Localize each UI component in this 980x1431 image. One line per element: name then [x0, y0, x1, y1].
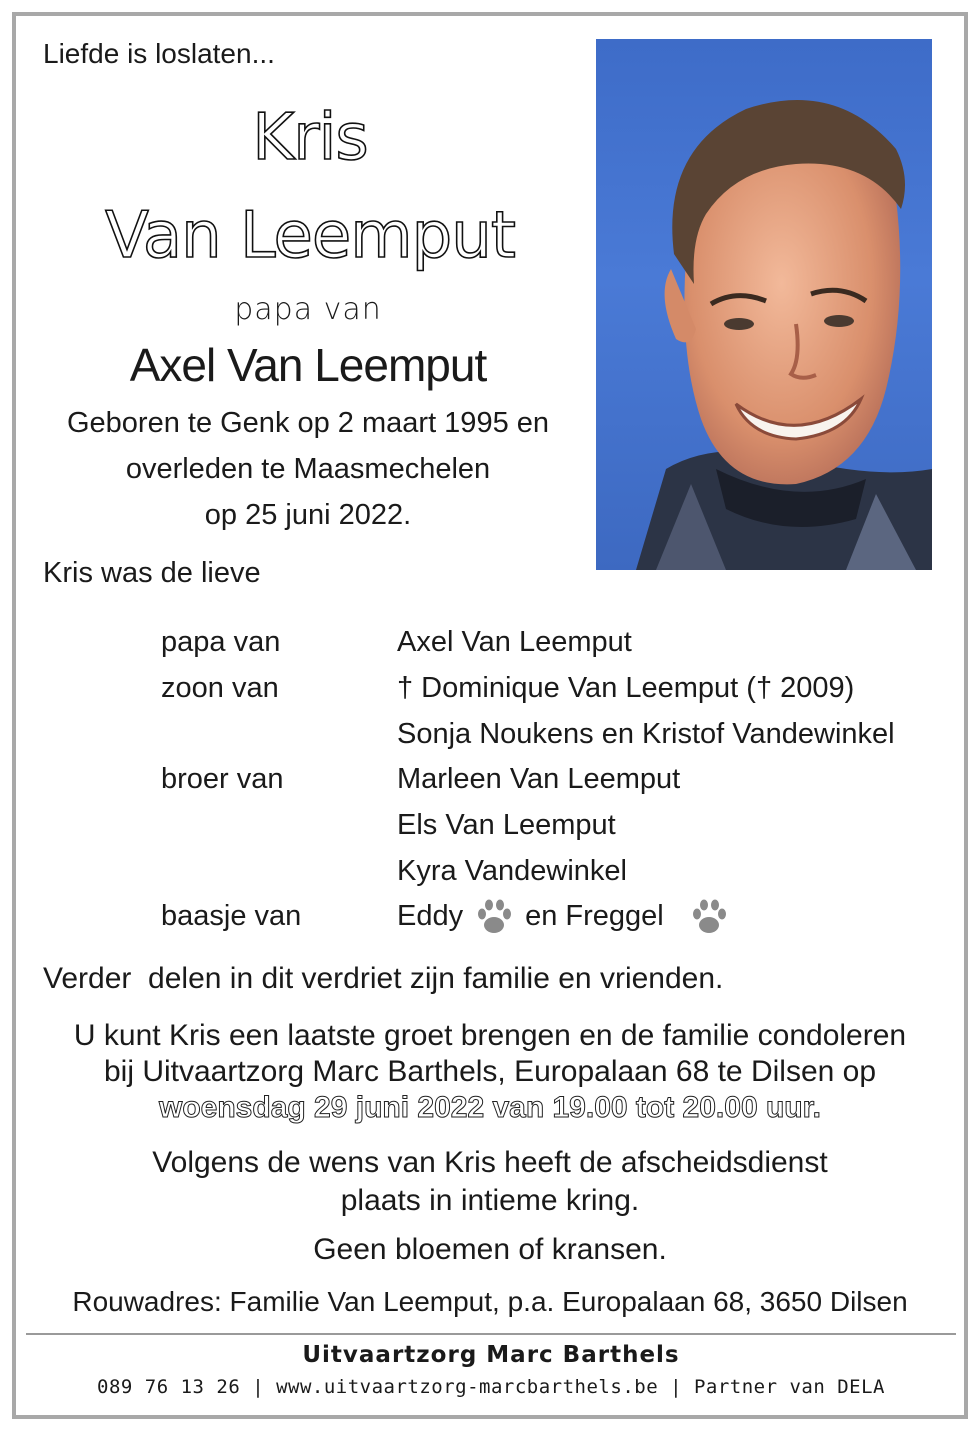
funeral-text [30, 1144, 950, 1220]
relation-value: Sonja Noukens en Kristof Vandewinkel [397, 717, 895, 750]
footer-divider [26, 1333, 956, 1335]
relation-value: Els Van Leemput [397, 809, 616, 842]
funeral-line: Volgens de wens van Kris heeft de afscheidsdienst [152, 1146, 828, 1179]
birth-line: Geboren te Genk op 2 maart 1995 en [66, 407, 550, 439]
death-line: overleden te Maasmechelen [125, 453, 491, 485]
papa-van-caption: papa van [234, 292, 382, 327]
relation-label: zoon van [161, 672, 279, 705]
relation-row [161, 711, 895, 757]
death-date-line: op 25 juni 2022. [204, 499, 412, 531]
last-name: Van Leemput [105, 199, 515, 273]
relation-row [161, 666, 895, 712]
birth-death-text [40, 400, 576, 538]
flowers-notice: Geen bloemen of kransen. [313, 1233, 667, 1266]
pet-joiner: en Freggel [525, 900, 664, 933]
visitation-location: bij Uitvaartzorg Marc Barthels, Europalaan 68 te Dilsen op [103, 1055, 877, 1088]
relation-value: Kyra Vandewinkel [397, 854, 627, 887]
relation-label: broer van [161, 763, 284, 796]
relation-value: Marleen Van Leemput [397, 763, 681, 796]
family-line: Verder delen in dit verdriet zijn familie en vrienden. [43, 962, 724, 995]
portrait-illustration [596, 39, 932, 570]
visitation-line: U kunt Kris een laatste groet brengen en de familie condoleren [73, 1019, 907, 1052]
relation-row [161, 803, 895, 849]
pets-label: baasje van [161, 900, 302, 933]
first-name: Kris [252, 101, 368, 175]
funeral-line: plaats in intieme kring. [340, 1184, 640, 1217]
relation-row [161, 757, 895, 803]
paw-print-icon [473, 896, 515, 938]
visitation-date: woensdag 29 juni 2022 van 19.00 tot 20.00 uur. [159, 1091, 821, 1124]
paw-print-icon [688, 896, 730, 938]
relations-table [161, 620, 895, 940]
company-contact: 089 76 13 26 | www.uitvaartzorg-marcbarthels.be | Partner van DELA [97, 1376, 885, 1398]
motto: Liefde is loslaten... [43, 38, 275, 69]
relation-row [161, 848, 895, 894]
relation-value: † Dominique Van Leemput († 2009) [397, 672, 855, 705]
relation-value: Axel Van Leemput [397, 626, 632, 659]
visitation-text [30, 1018, 950, 1126]
relations-intro: Kris was de lieve [43, 557, 261, 589]
portrait-photo [596, 39, 932, 570]
company-name: Uitvaartzorg Marc Barthels [302, 1342, 680, 1368]
child-name: Axel Van Leemput [129, 339, 487, 391]
pets-row [161, 894, 895, 940]
relation-row [161, 620, 895, 666]
mourning-address: Rouwadres: Familie Van Leemput, p.a. Europalaan 68, 3650 Dilsen [72, 1286, 908, 1317]
pet-name: Eddy [397, 900, 464, 933]
relation-label: papa van [161, 626, 281, 659]
pets-value [397, 896, 740, 938]
